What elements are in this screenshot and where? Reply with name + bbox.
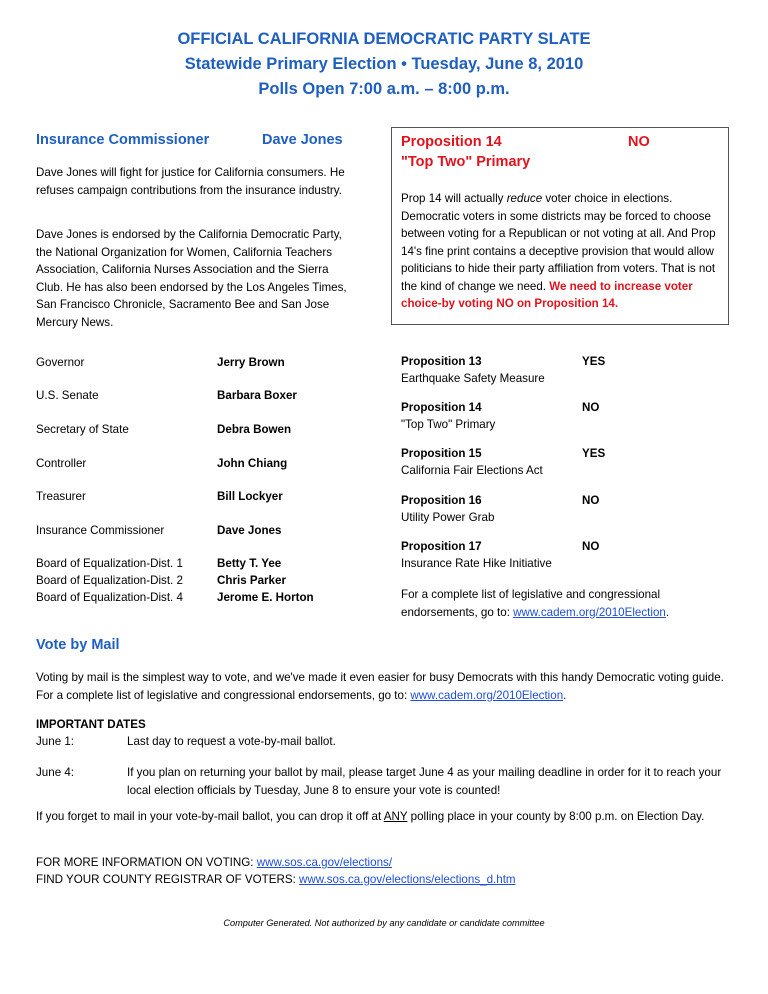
proposition-vote: YES (582, 355, 606, 368)
emphasis-reduce: reduce (506, 192, 543, 205)
vote-by-mail-heading: Vote by Mail (36, 637, 120, 653)
office-label: Insurance Commissioner (36, 524, 165, 537)
registrar-line: FIND YOUR COUNTY REGISTRAR OF VOTERS: www.sos.ca.gov/elections/elections_d.htm (36, 873, 516, 886)
office-label: U.S. Senate (36, 389, 99, 402)
proposition-name: Proposition 15 (401, 447, 482, 460)
date-text: Last day to request a vote-by-mail ballot. (127, 735, 336, 748)
prop14-box-subtitle: "Top Two" Primary (401, 154, 531, 170)
candidate-name: Chris Parker (217, 574, 286, 587)
office-label: Controller (36, 457, 87, 470)
insurance-para-2: Dave Jones is endorsed by the California Democratic Party, the National Organization for Women, California Teachers Association, California Nurses Association and the Sierra Club. He has also been endorsed by the Los Angeles Times, San Francisco Chronicle, Sacramento Bee and San Jose Mercury News. (36, 228, 347, 329)
insurance-heading-candidate: Dave Jones (262, 132, 343, 148)
footer-disclaimer: Computer Generated. Not authorized by any candidate or candidate committee (223, 918, 545, 928)
candidate-name: Jerome E. Horton (217, 591, 314, 604)
important-dates-heading: IMPORTANT DATES (36, 718, 146, 731)
sos-elections-link[interactable]: www.sos.ca.gov/elections/ (256, 856, 393, 869)
candidate-name: Barbara Boxer (217, 389, 297, 402)
date-label: June 4: (36, 766, 75, 779)
complete-list-text: For a complete list of legislative and congressional endorsements, go to: www.cadem.org/2010Election. (401, 588, 670, 619)
sos-registrar-link[interactable]: www.sos.ca.gov/elections/elections_d.htm (299, 873, 516, 886)
candidate-name: Dave Jones (217, 524, 282, 537)
candidate-name: Jerry Brown (217, 356, 285, 369)
candidate-name: John Chiang (217, 457, 288, 470)
date-text: If you plan on returning your ballot by mail, please target June 4 as your mailing deadline in order for it to reach your local election officials by Tuesday, June 8 to ensure your vote is counted! (127, 766, 722, 797)
prop14-box-text: Prop 14 will actually reduce voter choice in elections. Democratic voters in some districts may be forced to choose between voting for a Republican or not voting at all. And Prop 14's fine print contains a deceptive provision that would allow politicians to hide their party affiliation from voters. That is not the kind of change we need. We need to increase voter choice-by voting NO on Proposition 14. (401, 192, 716, 310)
prop14-call-to-action: We need to increase voter choice-by voting NO on Proposition 14. (401, 279, 693, 310)
date-label: June 1: (36, 735, 75, 748)
cadem-link[interactable]: www.cadem.org/2010Election (410, 688, 564, 702)
emphasis-any: ANY (383, 810, 408, 823)
prop14-box-title: Proposition 14 (401, 134, 502, 150)
proposition-desc: California Fair Elections Act (401, 464, 543, 477)
candidate-name: Debra Bowen (217, 423, 292, 436)
office-label: Governor (36, 356, 85, 369)
candidate-name: Bill Lockyer (217, 490, 283, 503)
proposition-desc: Earthquake Safety Measure (401, 372, 545, 385)
drop-off-text: If you forget to mail in your vote-by-mail ballot, you can drop it off at ANY polling place in your county by 8:00 p.m. on Election Day. (36, 810, 705, 823)
proposition-vote: YES (582, 447, 606, 460)
proposition-desc: "Top Two" Primary (401, 418, 496, 431)
more-info-line: FOR MORE INFORMATION ON VOTING: www.sos.ca.gov/elections/ (36, 856, 393, 869)
proposition-name: Proposition 14 (401, 401, 482, 414)
proposition-name: Proposition 17 (401, 540, 482, 553)
insurance-para-1: Dave Jones will fight for justice for California consumers. He refuses campaign contributions from the insurance industry. (36, 166, 345, 197)
candidate-name: Betty T. Yee (217, 557, 282, 570)
office-label: Board of Equalization-Dist. 2 (36, 574, 183, 587)
insurance-heading-office: Insurance Commissioner (36, 132, 210, 148)
proposition-name: Proposition 16 (401, 494, 482, 507)
office-label: Treasurer (36, 490, 86, 503)
prop14-box-vote: NO (628, 134, 650, 150)
proposition-desc: Insurance Rate Hike Initiative (401, 557, 552, 570)
proposition-vote: NO (582, 540, 600, 553)
cadem-link[interactable]: www.cadem.org/2010Election (513, 605, 666, 619)
header-election: Statewide Primary Election • Tuesday, June 8, 2010 (184, 55, 584, 73)
proposition-vote: NO (582, 401, 600, 414)
office-label: Secretary of State (36, 423, 129, 436)
header-title: OFFICIAL CALIFORNIA DEMOCRATIC PARTY SLATE (177, 30, 591, 48)
header-polls: Polls Open 7:00 a.m. – 8:00 p.m. (258, 80, 510, 98)
vote-by-mail-para: Voting by mail is the simplest way to vote, and we've made it even easier for busy Democrats with this handy Democratic voting guide. For a complete list of legislative and congressional endorsements, go to: www.cadem.org/2010Election. (36, 671, 724, 702)
office-label: Board of Equalization-Dist. 1 (36, 557, 183, 570)
prop14-box (391, 127, 729, 325)
office-label: Board of Equalization-Dist. 4 (36, 591, 183, 604)
proposition-vote: NO (582, 494, 600, 507)
proposition-desc: Utility Power Grab (401, 511, 495, 524)
proposition-name: Proposition 13 (401, 355, 482, 368)
